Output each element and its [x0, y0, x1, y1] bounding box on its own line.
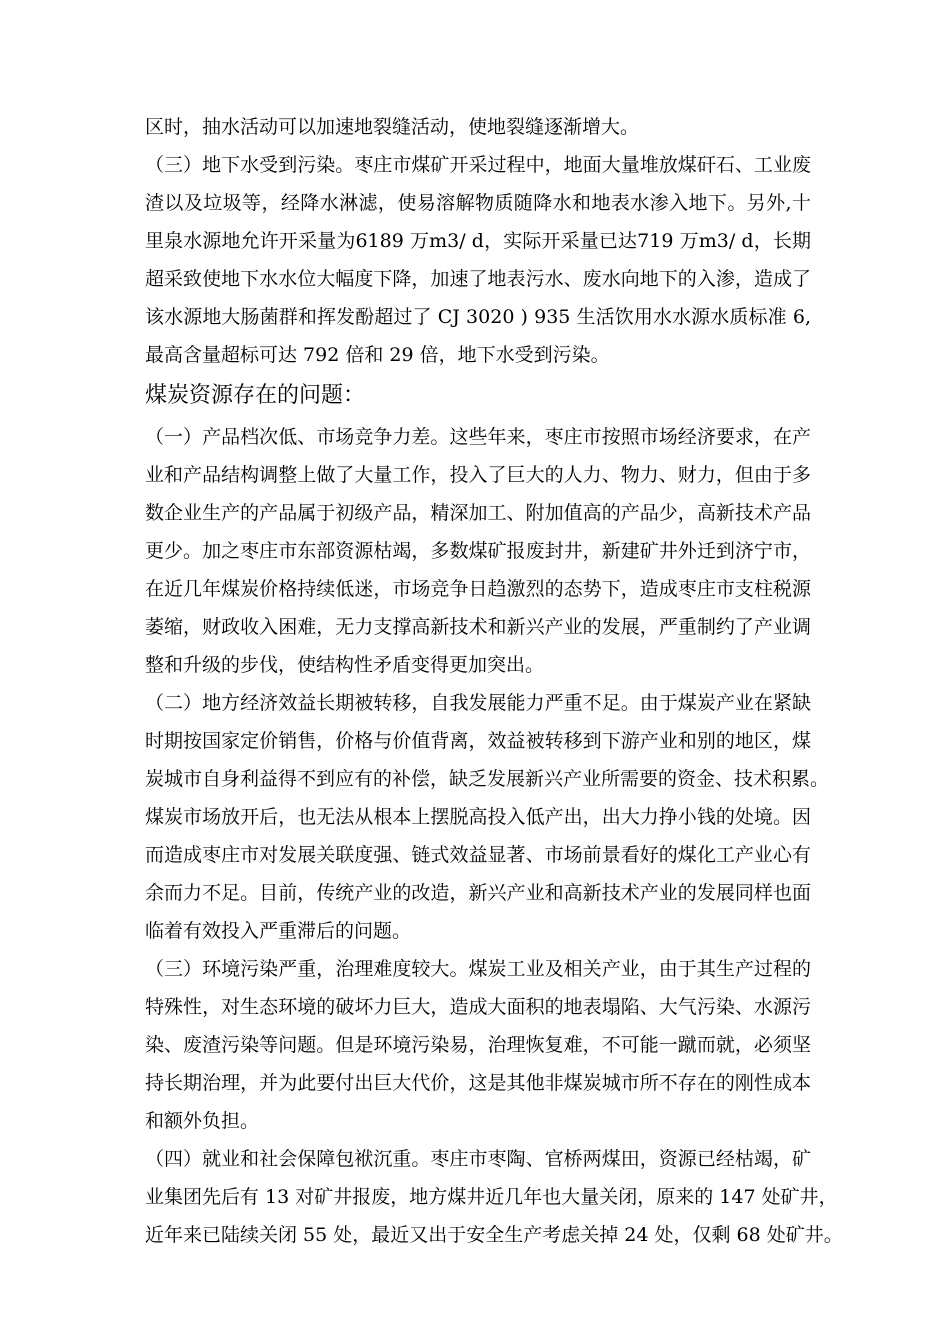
text-line: 和额外负担。	[145, 1110, 260, 1132]
text-line: 临着有效投入严重滞后的问题。	[145, 920, 412, 942]
text-line: 整和升级的步伐，使结构性矛盾变得更加突出。	[145, 654, 545, 676]
text-line: 最高含量超标可达 792 倍和 29 倍，地下水受到污染。	[145, 344, 610, 366]
text-line: 余而力不足。目前，传统产业的改造，新兴产业和高新技术产业的发展同样也面	[145, 882, 811, 904]
text-line: （二）地方经济效益长期被转移，自我发展能力严重不足。由于煤炭产业在紧缺	[145, 692, 811, 714]
section-heading: 煤炭资源存在的问题：	[145, 383, 366, 408]
text-line: 区时，抽水活动可以加速地裂缝活动，使地裂缝逐渐增大。	[145, 116, 640, 138]
paragraph-block-problems	[145, 418, 843, 1254]
text-line: 该水源地大肠菌群和挥发酚超过了 CJ 3020 ) 935 生活饮用水水源水质标准 6,	[145, 306, 811, 328]
text-line: 炭城市自身利益得不到应有的补偿，缺乏发展新兴产业所需要的资金、技术积累。	[145, 768, 830, 790]
text-line: 业集团先后有 13 对矿井报废，地方煤井近几年也大量关闭，原来的 147 处矿井，	[145, 1186, 838, 1208]
text-line: （一）产品档次低、市场竞争力差。这些年来，枣庄市按照市场经济要求，在产	[145, 426, 811, 448]
text-line: （三）地下水受到污染。枣庄市煤矿开采过程中，地面大量堆放煤矸石、工业废	[145, 154, 811, 176]
text-line: 更少。加之枣庄市东部资源枯竭，多数煤矿报废封井，新建矿井外迁到济宁市，	[145, 540, 811, 562]
text-line: （三）环境污染严重，治理难度较大。煤炭工业及相关产业，由于其生产过程的	[145, 958, 811, 980]
text-line: 特殊性，对生态环境的破坏力巨大，造成大面积的地表塌陷、大气污染、水源污	[145, 996, 811, 1018]
text-line: 煤炭市场放开后，也无法从根本上摆脱高投入低产出，出大力挣小钱的处境。因	[145, 806, 811, 828]
text-line: 近年来已陆续关闭 55 处，最近又出于安全生产考虑关掉 24 处，仅剩 68 处矿井。	[145, 1224, 843, 1246]
paragraph-block-groundwater	[145, 108, 811, 374]
text-line: 在近几年煤炭价格持续低迷，市场竞争日趋激烈的态势下，造成枣庄市支柱税源	[145, 578, 811, 600]
text-line: 时期按国家定价销售，价格与价值背离，效益被转移到下游产业和别的地区，煤	[145, 730, 811, 752]
text-line: 而造成枣庄市对发展关联度强、链式效益显著、市场前景看好的煤化工产业心有	[145, 844, 811, 866]
document-page	[145, 108, 843, 1254]
text-line: 染、废渣污染等问题。但是环境污染易，治理恢复难，不可能一蹴而就，必须坚	[145, 1034, 811, 1056]
text-line: （四）就业和社会保障包袱沉重。枣庄市枣陶、官桥两煤田，资源已经枯竭，矿	[145, 1148, 811, 1170]
text-line: 超采致使地下水水位大幅度下降，加速了地表污水、废水向地下的入渗，造成了	[145, 268, 811, 290]
text-line: 数企业生产的产品属于初级产品，精深加工、附加值高的产品少，高新技术产品	[145, 502, 811, 524]
text-line: 业和产品结构调整上做了大量工作，投入了巨大的人力、物力、财力，但由于多	[145, 464, 811, 486]
text-line: 渣以及垃圾等，经降水淋滤，使易溶解物质随降水和地表水渗入地下。另外,十	[145, 192, 811, 214]
text-line: 持长期治理，并为此要付出巨大代价，这是其他非煤炭城市所不存在的刚性成本	[145, 1072, 811, 1094]
text-line: 萎缩，财政收入困难，无力支撑高新技术和新兴产业的发展，严重制约了产业调	[145, 616, 811, 638]
text-line: 里泉水源地允许开采量为6189 万m3/ d，实际开采量已达719 万m3/ d，长期	[145, 230, 811, 252]
